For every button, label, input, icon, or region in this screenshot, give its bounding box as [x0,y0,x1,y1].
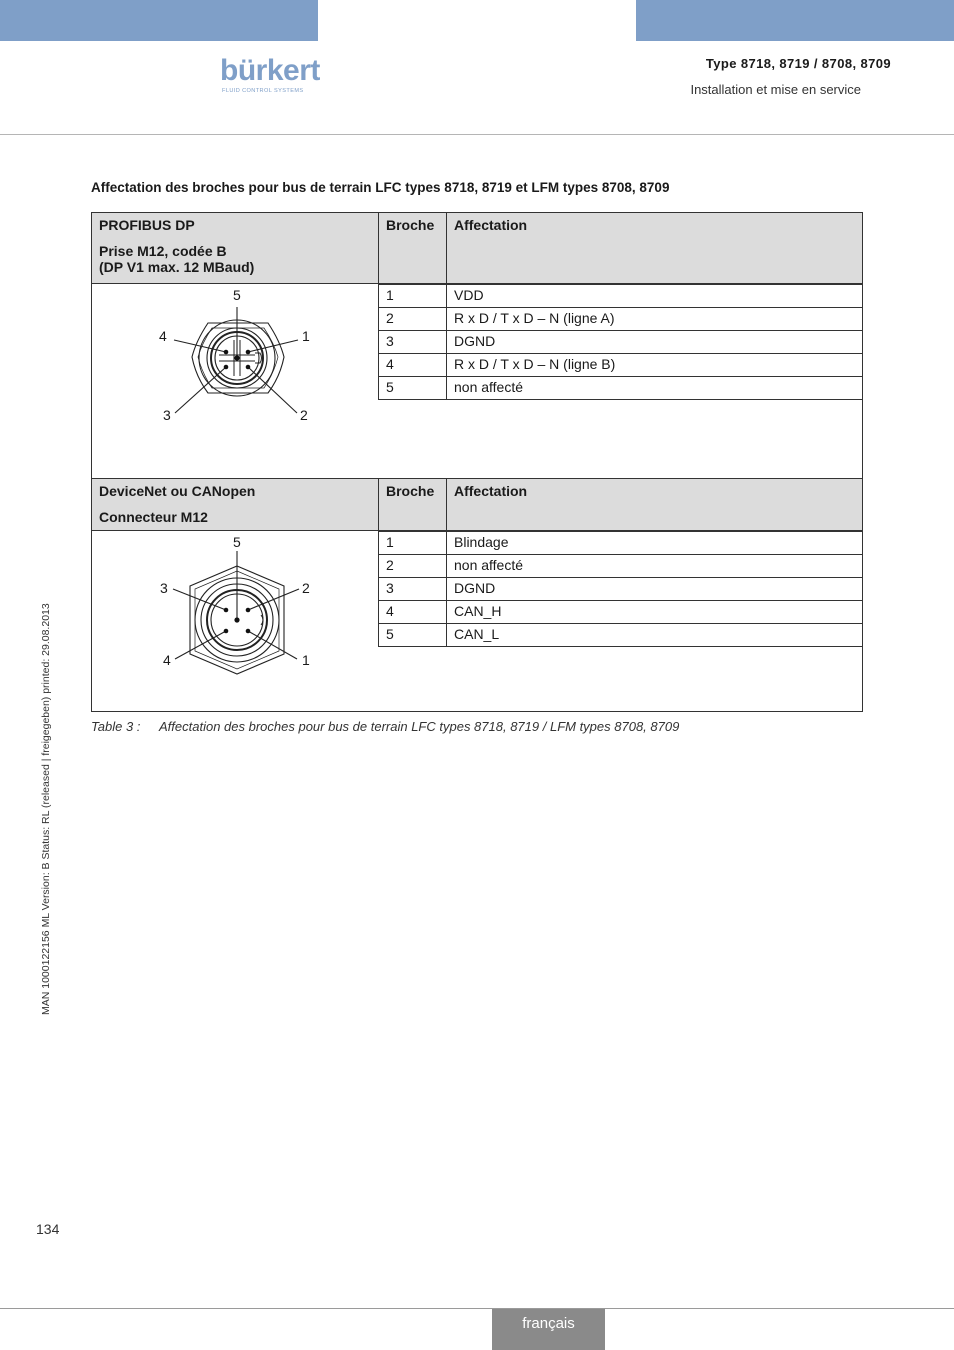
pin-cell: 2 [378,555,447,577]
pin-cell: 3 [378,578,447,600]
burkert-logo [220,56,320,96]
table-row [378,601,862,624]
profibus-rows [378,284,862,400]
header-bar-right [636,0,954,41]
assignment-cell: DGND [454,333,496,349]
pin-cell: 1 [378,285,447,307]
profibus-label-5: 5 [233,287,241,303]
pin-cell: 5 [378,377,447,399]
assignment-cell: non affecté [454,379,524,395]
devicenet-label-4: 4 [163,652,171,668]
pin-cell: 5 [378,624,447,646]
pin-cell: 3 [378,331,447,353]
logo-word: bürkert [220,54,320,87]
devicenet-connector: Connecteur M12 [99,509,208,525]
language-tab: français [492,1309,605,1350]
profibus-spec: (DP V1 max. 12 MBaud) [99,259,255,275]
pin-cell: 4 [378,601,447,623]
pin-cell: 1 [378,532,447,554]
table-row [378,354,862,377]
assignment-cell: R x D / T x D – N (ligne A) [454,310,615,326]
devicenet-col-pin: Broche [379,479,447,530]
devicenet-connector-diagram [142,531,382,691]
devicenet-label-3: 3 [160,580,168,596]
devicenet-connector-drawing [142,531,382,691]
profibus-label-4: 4 [159,328,167,344]
footer-divider [0,1308,954,1309]
profibus-title: PROFIBUS DP [99,217,195,233]
assignment-cell: CAN_L [454,626,500,642]
devicenet-col-aff: Affectation [454,483,528,499]
assignment-cell: Blindage [454,534,509,550]
profibus-connector-drawing [142,285,382,435]
table-row [378,624,862,647]
profibus-col-aff: Affectation [454,217,528,233]
page-number: 134 [36,1221,60,1237]
devicenet-header-row [92,478,862,531]
profibus-header-row [92,213,862,284]
table-row [378,377,862,400]
document-side-note: MAN 1000122156 ML Version: B Status: RL (released | freigegeben) printed: 29.08.2013 [40,603,52,1015]
header-bar-left [0,0,318,41]
pin-cell: 2 [378,308,447,330]
profibus-connector: Prise M12, codée B [99,243,227,259]
assignment-cell: CAN_H [454,603,502,619]
devicenet-title: DeviceNet ou CANopen [99,483,256,499]
assignment-cell: VDD [454,287,484,303]
header-divider [0,134,954,135]
pin-cell: 4 [378,354,447,376]
table-row [378,331,862,354]
table-row [378,531,862,555]
doc-type: Type 8718, 8719 / 8708, 8709 [705,56,891,71]
devicenet-label-5: 5 [233,534,241,550]
logo-subtitle: FLUID CONTROL SYSTEMS [222,88,304,94]
devicenet-label-1: 1 [302,652,310,668]
table-row [378,555,862,578]
pin-assignment-table [91,212,863,712]
profibus-col-pin: Broche [379,213,447,283]
caption-text: Affectation des broches pour bus de terrain LFC types 8718, 8719 / LFM types 8708, 8709 [159,719,680,734]
assignment-cell: DGND [454,580,496,596]
profibus-label-2: 2 [300,407,308,423]
assignment-cell: non affecté [454,557,524,573]
profibus-connector-diagram [142,285,382,435]
table-title: Affectation des broches pour bus de terrain LFC types 8718, 8719 et LFM types 8708, 8709 [91,180,670,195]
doc-section: Installation et mise en service [690,82,861,97]
assignment-cell: R x D / T x D – N (ligne B) [454,356,616,372]
table-row [378,284,862,308]
devicenet-label-2: 2 [302,580,310,596]
profibus-header-cell [92,213,379,283]
table-row [378,308,862,331]
caption-number: Table 3 : [91,719,141,734]
table-caption [91,719,679,734]
devicenet-rows [378,531,862,647]
profibus-label-1: 1 [302,328,310,344]
profibus-label-3: 3 [163,407,171,423]
devicenet-header-cell [92,479,379,530]
table-row [378,578,862,601]
